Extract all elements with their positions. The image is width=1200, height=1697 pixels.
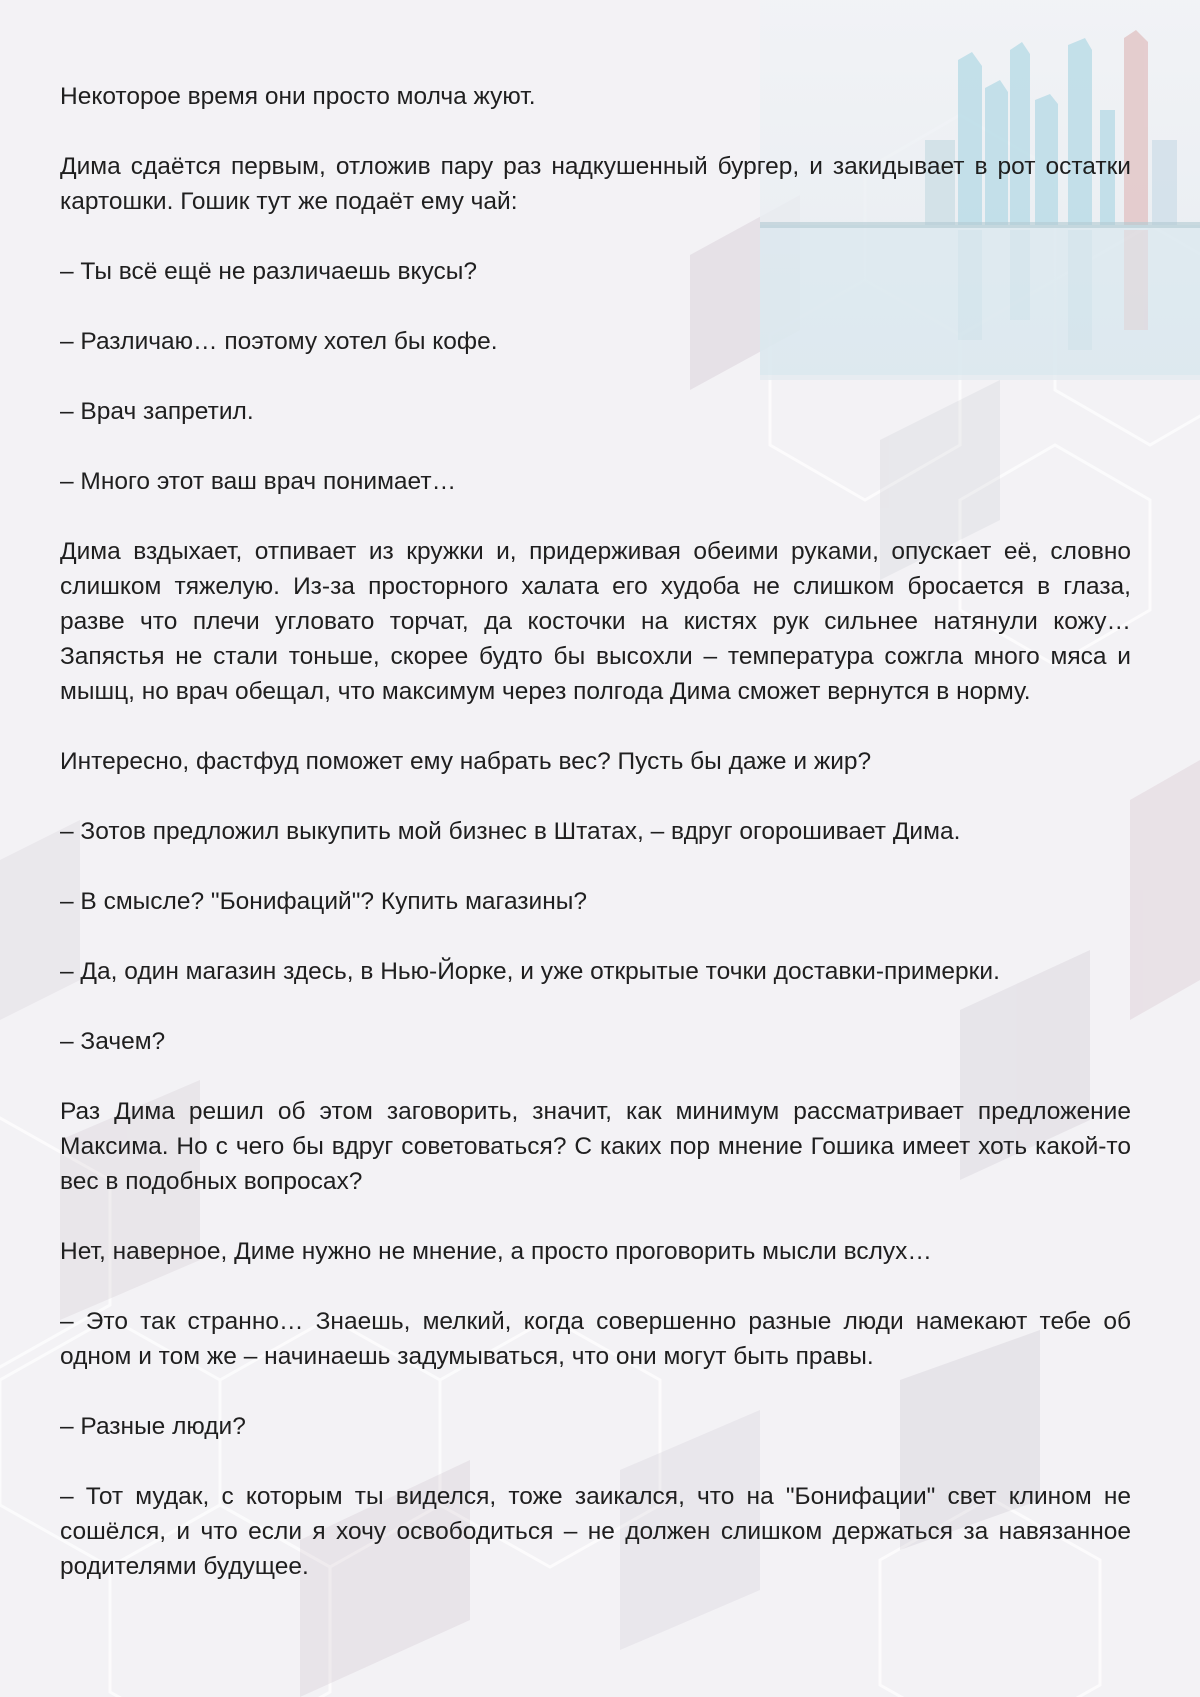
dialogue-line: – Ты всё ещё не различаешь вкусы? xyxy=(60,258,477,285)
paragraph: Раз Дима решил об этом заговорить, значит, как минимум рассматривает предложение Максима. Но с чего бы вдруг советоваться? С каких пор мнение Гошика имеет хоть какой-то вес в подобных вопросах? xyxy=(60,1098,1131,1195)
dialogue-line: – В смысле? "Бонифаций"? Купить магазины? xyxy=(60,888,587,915)
paragraph: Дима вздыхает, отпивает из кружки и, придерживая обеими руками, опускает её, словно слишком тяжелую. Из-за просторного халата его худоба не слишком бросается в глаза, разве что плечи угловато торчат, да косточки на кистях рук сильнее натянули кожу…Запястья не стали тоньше, скорее будто бы высохли – температура сожгла много мяса и мышц, но врач обещал, что максимум через полгода Дима сможет вернутся в норму. xyxy=(60,538,1131,705)
story-text xyxy=(60,79,1131,1619)
dialogue-line: – Тот мудак, с которым ты виделся, тоже заикался, что на "Бонифации" свет клином не сошёлся, и что если я хочу освободиться – не должен слишком держаться за навязанное родителями будущее. xyxy=(60,1483,1131,1580)
paragraph: Интересно, фастфуд поможет ему набрать вес? Пусть бы даже и жир? xyxy=(60,748,872,775)
paragraph: Дима сдаётся первым, отложив пару раз надкушенный бургер, и закидывает в рот остатки картошки. Гошик тут же подаёт ему чай: xyxy=(60,153,1131,215)
dialogue-line: – Врач запретил. xyxy=(60,398,254,425)
dialogue-line: – Это так странно… Знаешь, мелкий, когда совершенно разные люди намекают тебе об одном и том же – начинаешь задумываться, что они могут быть правы. xyxy=(60,1308,1131,1370)
dialogue-line: – Зачем? xyxy=(60,1028,166,1055)
dialogue-line: – Да, один магазин здесь, в Нью-Йорке, и уже открытые точки доставки-примерки. xyxy=(60,958,1000,985)
paragraph: Нет, наверное, Диме нужно не мнение, а просто проговорить мысли вслух… xyxy=(60,1238,932,1265)
paragraph: Некоторое время они просто молча жуют. xyxy=(60,83,536,110)
dialogue-line: – Различаю… поэтому хотел бы кофе. xyxy=(60,328,498,355)
dialogue-line: – Много этот ваш врач понимает… xyxy=(60,468,457,495)
dialogue-line: – Разные люди? xyxy=(60,1413,246,1440)
dialogue-line: – Зотов предложил выкупить мой бизнес в Штатах, – вдруг огорошивает Дима. xyxy=(60,818,961,845)
